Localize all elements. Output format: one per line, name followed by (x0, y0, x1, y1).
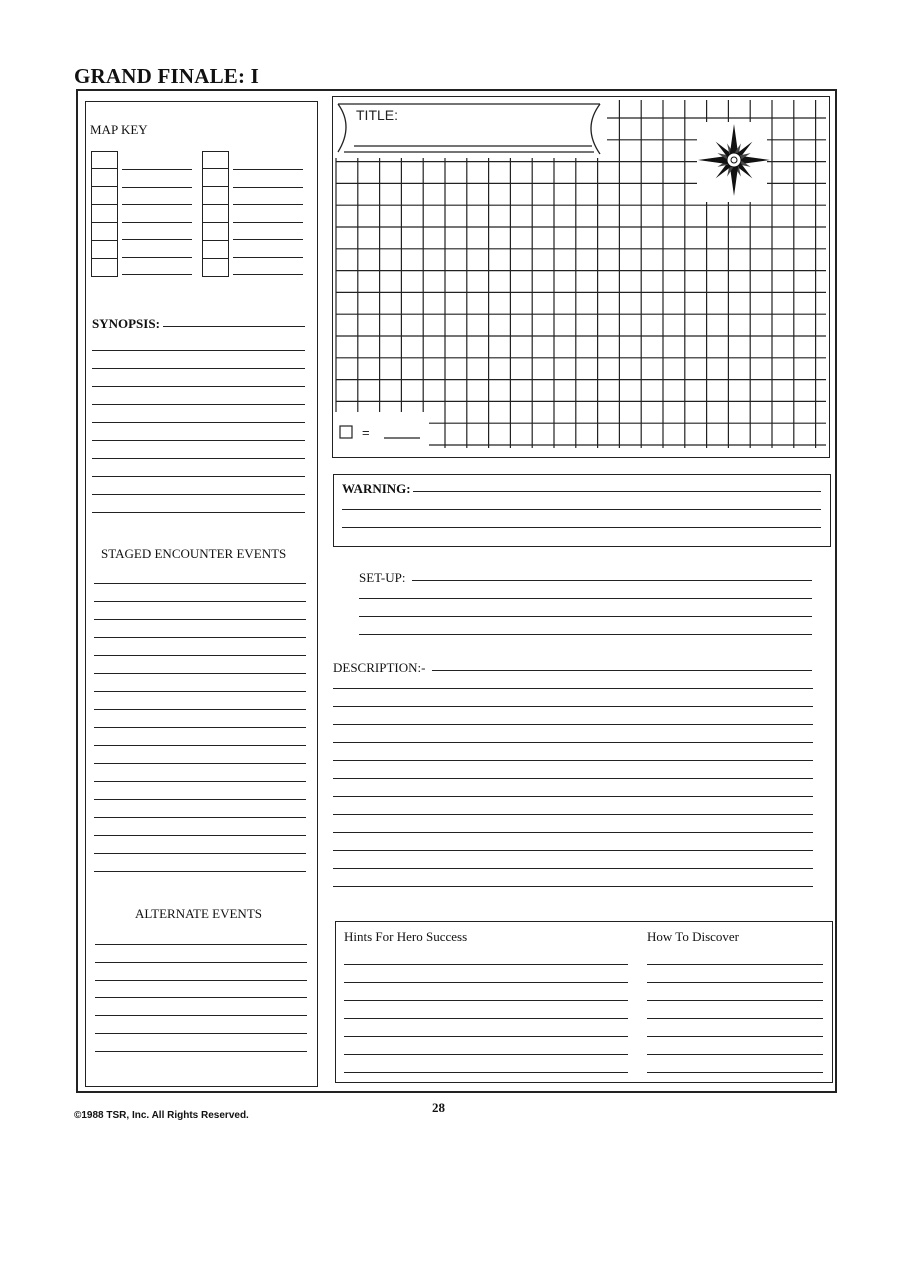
warning-line-3[interactable] (342, 527, 821, 528)
staged-encounter-line-17[interactable] (94, 871, 306, 872)
alternate-events-line-3[interactable] (95, 980, 307, 981)
synopsis-line-4[interactable] (92, 404, 305, 405)
discover-line-3[interactable] (647, 1000, 823, 1001)
map-key-box-divider (202, 258, 229, 259)
description-line-10[interactable] (333, 850, 813, 851)
map-key-entry-line-col2-6[interactable] (233, 257, 303, 258)
description-heading: DESCRIPTION:- (333, 660, 426, 675)
legend-square-icon (340, 426, 352, 438)
setup-line-1[interactable] (359, 598, 812, 599)
hints-line-1[interactable] (344, 964, 628, 965)
hints-line-6[interactable] (344, 1054, 628, 1055)
page-number: 28 (432, 1100, 445, 1115)
hints-line-3[interactable] (344, 1000, 628, 1001)
discover-line-2[interactable] (647, 982, 823, 983)
hints-box (335, 921, 833, 1083)
discover-line-6[interactable] (647, 1054, 823, 1055)
map-key-box-divider (91, 258, 118, 259)
synopsis-line-7[interactable] (92, 458, 305, 459)
map-key-entry-line-col1-5[interactable] (122, 239, 192, 240)
synopsis-line-9[interactable] (92, 494, 305, 495)
description-line-5[interactable] (333, 760, 813, 761)
map-key-heading: MAP KEY (90, 122, 148, 137)
setup-line-3[interactable] (359, 634, 812, 635)
copyright-notice: ©1988 TSR, Inc. All Rights Reserved. (74, 1110, 249, 1121)
map-key-entry-line-col2-1[interactable] (233, 169, 303, 170)
map-key-box-divider (91, 240, 118, 241)
discover-line-7[interactable] (647, 1072, 823, 1073)
warning-line-1[interactable] (413, 491, 821, 492)
description-line-3[interactable] (333, 724, 813, 725)
alternate-events-line-5[interactable] (95, 1015, 307, 1016)
map-key-entry-line-col1-2[interactable] (122, 187, 192, 188)
staged-encounter-line-14[interactable] (94, 817, 306, 818)
map-key-entry-line-col1-3[interactable] (122, 204, 192, 205)
map-key-box-divider (202, 222, 229, 223)
staged-encounter-heading: STAGED ENCOUNTER EVENTS (101, 546, 287, 561)
staged-encounter-line-8[interactable] (94, 709, 306, 710)
alternate-events-line-1[interactable] (95, 944, 307, 945)
description-line-4[interactable] (333, 742, 813, 743)
map-key-box-divider (202, 240, 229, 241)
map-key-box-divider (91, 186, 118, 187)
synopsis-heading: SYNOPSIS: (92, 316, 160, 331)
description-line-8[interactable] (333, 814, 813, 815)
synopsis-line-6[interactable] (92, 440, 305, 441)
alternate-events-line-6[interactable] (95, 1033, 307, 1034)
synopsis-line-8[interactable] (92, 476, 305, 477)
map-key-entry-line-col2-7[interactable] (233, 274, 303, 275)
map-key-entry-line-col2-2[interactable] (233, 187, 303, 188)
synopsis-line-10[interactable] (92, 512, 305, 513)
staged-encounter-line-9[interactable] (94, 727, 306, 728)
setup-line-1[interactable] (412, 580, 812, 581)
description-line-2[interactable] (333, 706, 813, 707)
discover-line-4[interactable] (647, 1018, 823, 1019)
staged-encounter-line-10[interactable] (94, 745, 306, 746)
alternate-events-heading: ALTERNATE EVENTS (135, 906, 262, 921)
discover-line-1[interactable] (647, 964, 823, 965)
staged-encounter-line-11[interactable] (94, 763, 306, 764)
staged-encounter-line-5[interactable] (94, 655, 306, 656)
map-key-box-divider (202, 204, 229, 205)
map-key-entry-line-col1-7[interactable] (122, 274, 192, 275)
map-key-entry-line-col2-3[interactable] (233, 204, 303, 205)
description-line-7[interactable] (333, 796, 813, 797)
hints-line-7[interactable] (344, 1072, 628, 1073)
synopsis-title-line[interactable] (163, 326, 305, 327)
staged-encounter-line-2[interactable] (94, 601, 306, 602)
alternate-events-line-7[interactable] (95, 1051, 307, 1052)
compass-center (727, 153, 741, 167)
staged-encounter-line-12[interactable] (94, 781, 306, 782)
staged-encounter-line-16[interactable] (94, 853, 306, 854)
hints-line-5[interactable] (344, 1036, 628, 1037)
discover-heading: How To Discover (647, 929, 740, 944)
map-key-box-divider (202, 168, 229, 169)
map-key-entry-line-col1-4[interactable] (122, 222, 192, 223)
staged-encounter-line-6[interactable] (94, 673, 306, 674)
map-key-box-divider (91, 222, 118, 223)
staged-encounter-line-13[interactable] (94, 799, 306, 800)
synopsis-line-2[interactable] (92, 368, 305, 369)
staged-encounter-line-7[interactable] (94, 691, 306, 692)
legend-equals: = (362, 425, 370, 440)
discover-line-5[interactable] (647, 1036, 823, 1037)
staged-encounter-line-1[interactable] (94, 583, 306, 584)
description-line-11[interactable] (333, 868, 813, 869)
staged-encounter-line-15[interactable] (94, 835, 306, 836)
description-line-1[interactable] (333, 688, 813, 689)
alternate-events-line-4[interactable] (95, 997, 307, 998)
map-key-box-divider (91, 204, 118, 205)
staged-encounter-line-3[interactable] (94, 619, 306, 620)
map-title-label: TITLE: (356, 107, 399, 123)
map-key-entry-line-col1-6[interactable] (122, 257, 192, 258)
staged-encounter-line-4[interactable] (94, 637, 306, 638)
setup-heading: SET-UP: (359, 570, 406, 585)
hints-line-2[interactable] (344, 982, 628, 983)
description-line-12[interactable] (333, 886, 813, 887)
description-line-6[interactable] (333, 778, 813, 779)
warning-heading: WARNING: (342, 481, 411, 496)
alternate-events-line-2[interactable] (95, 962, 307, 963)
description-line-9[interactable] (333, 832, 813, 833)
hints-line-4[interactable] (344, 1018, 628, 1019)
description-line-1[interactable] (432, 670, 812, 671)
setup-line-2[interactable] (359, 616, 812, 617)
warning-line-2[interactable] (342, 509, 821, 510)
map-key-entry-line-col2-5[interactable] (233, 239, 303, 240)
map-key-entry-line-col2-4[interactable] (233, 222, 303, 223)
map-key-entry-line-col1-1[interactable] (122, 169, 192, 170)
synopsis-line-3[interactable] (92, 386, 305, 387)
hints-heading: Hints For Hero Success (344, 929, 468, 944)
page-title: GRAND FINALE: I (74, 64, 260, 88)
synopsis-line-1[interactable] (92, 350, 305, 351)
map-grid[interactable] (332, 96, 830, 458)
map-key-box-divider (91, 168, 118, 169)
map-key-box-divider (202, 186, 229, 187)
synopsis-line-5[interactable] (92, 422, 305, 423)
